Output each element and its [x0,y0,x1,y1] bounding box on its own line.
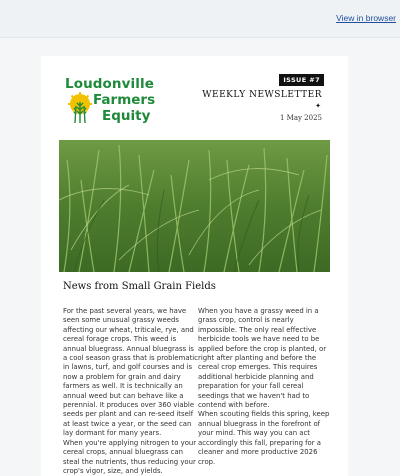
sunflower-wheat-icon [65,92,95,124]
article-column-right [198,307,333,467]
article-column-left [63,307,198,476]
issue-badge: ISSUE #7 [279,74,324,86]
article-paragraph: For the past several years, we have seen some unusual grassy weeds affecting our wheat, triticale, rye, and cereal forage crops. This weed is annual bluegrass. Annual bluegrass is a cool season grass that is problematic in lawns, turf, and golf courses and is now a problem for grain and dairy farmers as well. It is technically an annual weed but can behave like a perennial. It produces over 360 viable seeds per plant and can re-seed itself at least twice a year, or the seed can lay dormant for many years. [63,307,198,438]
grass-field-photo [59,140,330,272]
brand-name-line3: Equity [102,108,151,124]
brand-logo [65,76,170,126]
article-headline: News from Small Grain Fields [63,281,216,292]
article-paragraph: When scouting fields this spring, keep annual bluegrass in the forefront of your mind. This way you can act accordingly this fall, preparing for a cleaner and more productive 2026 crop. [198,410,330,466]
issue-date: 1 May 2025 [279,114,322,122]
brand-name-line1: Loudonville [65,76,154,92]
grass-photo-illustration [59,140,330,272]
sparkle-icon: ✦ [315,102,321,110]
view-in-browser-link[interactable]: View in browser [336,13,396,23]
brand-name-line2: Farmers [93,92,156,108]
newsletter-title: WEEKLY NEWSLETTER [202,90,322,100]
newsletter-sheet [41,56,348,476]
top-bar [0,0,400,38]
article-paragraph: When you're applying nitrogen to your cereal crops, annual bluegrass can steal the nutrients, thus reducing your crop's vigor, size, and yields. [63,438,197,475]
article-paragraph: When you have a grassy weed in a grass crop, control is nearly impossible. The only real effective herbicide tools we have need to be applied before the crop is planted, or right after planting and before the cereal crop emerges. This requires additional herbicide planning and preparation for your fall cereal seedings that we haven't had to contend with before. [198,307,327,410]
